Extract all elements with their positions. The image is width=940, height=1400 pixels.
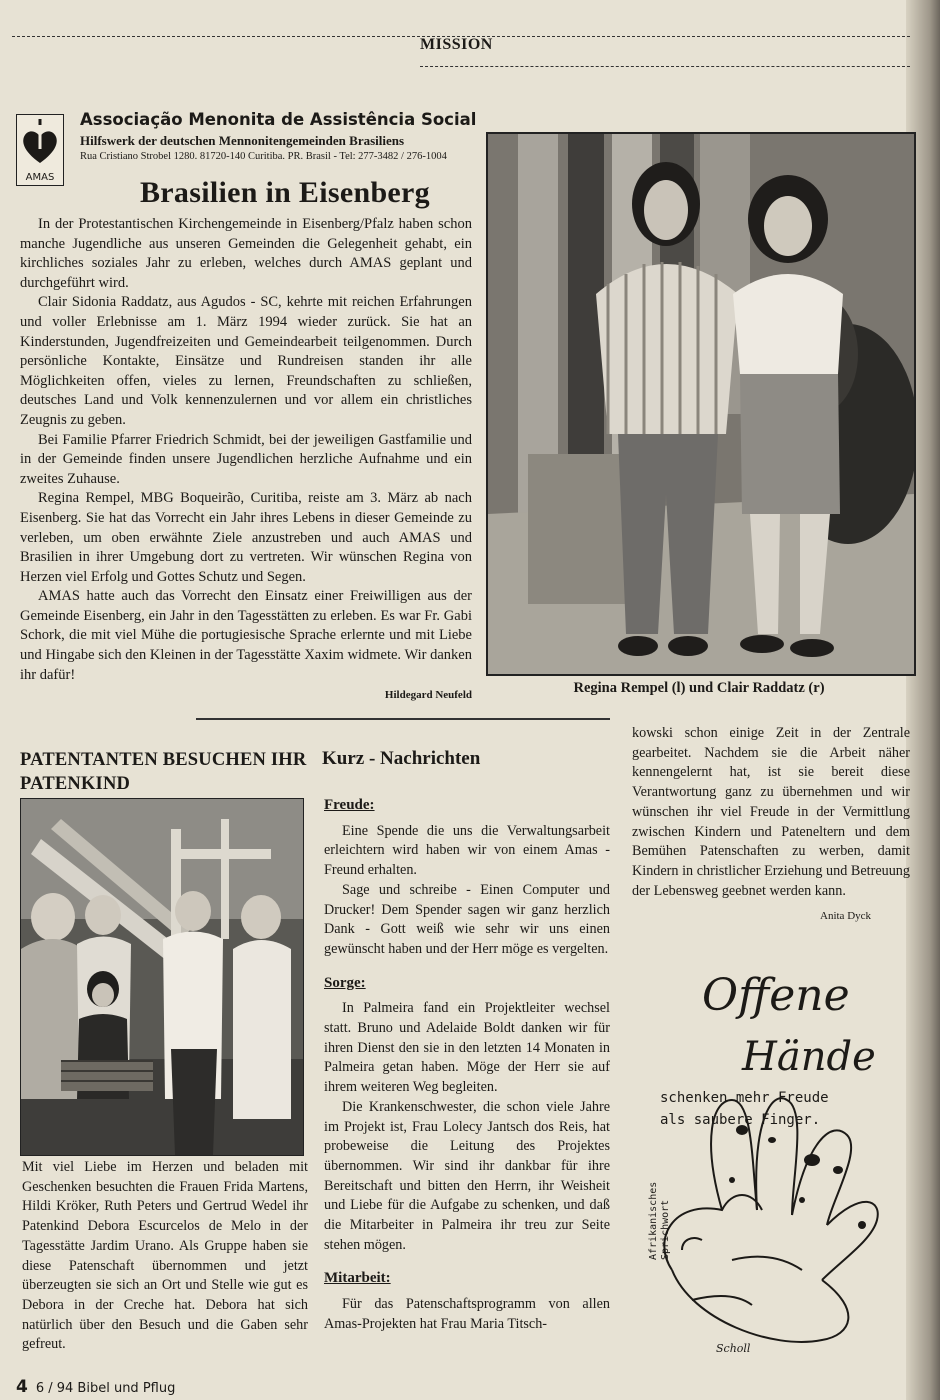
amas-logo: [16, 114, 64, 186]
article-paragraph: AMAS hatte auch das Vorrecht den Einsatz einer Freiwilligen aus der Gemeinde Eisenberg, ein Jahr in den Tagesstätten zu erleben. Es war Fr. Gabi Schork, die mit viel Mühe die portugiesische Sprache erlernte und mit Liebe und Hingabe sich den Kleinen in der Tagesstätte Xaxim widmete. Wir danken ihr dafür!: [20, 588, 472, 683]
article-paragraph: In der Protestantischen Kirchengemeinde in Eisenberg/Pfalz haben schon manche Jugendliche aus unseren Gemeinden die Gelegenheit gehabt, ein kirchliches soziales Jahr zu erleben, welches durch AMAS geplant und durchgeführt wird.: [20, 216, 472, 291]
kurz-continued: kowski schon einige Zeit in der Zentrale gearbeitet. Nachdem sie die Arbeit näher kennengelernt hat, ist sie bereit diese Verantwortung ganz zu übernehmen und wir wünschen ihr viel Freude in der Vermittlung zwischen Kindern und Pateneltern und dem Bemühen Patenschaften zu werben, damit Kindern in christlicher Erziehung und Betreuung der Lebensweg geebnet werden kann.: [632, 725, 910, 899]
hands-text-line1: schenken mehr Freude: [660, 1090, 829, 1106]
kurz-paragraph: Sage und schreibe - Einen Computer und Drucker! Dem Spender sagen wir ganz herzlich Dank - Gott weiß wie sehr wir uns einen gewünscht haben und der Herr möge es vergelten.: [324, 881, 610, 957]
hands-artist: Scholl: [716, 1342, 751, 1355]
hands-title-line2: Hände: [742, 1034, 876, 1080]
section-title: MISSION: [420, 36, 493, 53]
kurz-heading-freude: Freude:: [324, 797, 375, 813]
hands-text-line2: als saubere Finger.: [660, 1112, 821, 1128]
kurz-body: [324, 790, 610, 1335]
article-headline: Brasilien in Eisenberg: [140, 176, 430, 209]
header-rule-lower: [420, 66, 910, 67]
proverb-label: [648, 1160, 671, 1260]
patenkind-title: PATENTANTEN BESUCHEN IHR PATENKIND: [20, 750, 307, 794]
issue-label: 6 / 94 Bibel und Pflug: [35, 1381, 176, 1396]
hands-title-line1: Offene: [702, 970, 850, 1021]
kurz-title: Kurz - Nachrichten: [322, 748, 481, 769]
page-number: 4: [16, 1377, 28, 1397]
page-footer: [16, 1377, 175, 1397]
kurz-signature: Anita Dyck: [820, 910, 872, 922]
kurz-paragraph: In Palmeira fand ein Projektleiter wechsel statt. Bruno und Adelaide Boldt danken wir für ihren Dienst den sie in den letzten 14 Monaten in Palmeira getan haben. Möge der Herr sie auf ihrem weiteren Weg begleiten.: [324, 1000, 610, 1096]
article-signature: Hildegard Neufeld: [384, 689, 472, 702]
patenkind-text: Mit viel Liebe im Herzen und beladen mit Geschenken besuchten die Frauen Frida Martens, Hildi Kröker, Ruth Peters und Gertrud Wedel ihr Patenkind Debora Escurcelos de Melo in der Tagesstätte Jardim Urano. Als Gruppe haben sie diese Patenschaft übernommen und jetzt überzeugten sie sich an Ort und Stelle wie gut es Debora in der Creche hat. Debora hat sich natürlich über den Besuch und die Gaben sehr gefreut.: [22, 1159, 308, 1353]
org-address: Rua Cristiano Strobel 1280. 81720-140 Curitiba. PR. Brasil - Tel: 277-3482 / 276-1004: [80, 151, 447, 162]
kurz-paragraph: Die Krankenschwester, die schon viele Jahre im Projekt ist, Frau Lolecy Jantsch dos Reis, hat probeweise die Leitung des Projektes übernommen. Wir sind ihr dankbar für ihre Bereitschaft und bitten den Herrn, ihr Weisheit und Liebe für die Aufgabe zu schenken, und daß die Mitarbeiter in Palmeira ihr treu zur Seite stehen mögen.: [324, 1098, 610, 1253]
proverb-label-line1: Afrikanisches: [648, 1181, 659, 1260]
photo-two-women: [486, 132, 916, 676]
kurz-paragraph: Eine Spende die uns die Verwaltungsarbeit erleichtern wird haben wir von einem Amas - Freund erhalten.: [324, 822, 610, 879]
photo-group-visit: [20, 798, 304, 1156]
kurz-heading-sorge: Sorge:: [324, 974, 366, 991]
org-name: Associação Menonita de Assistência Social: [80, 110, 477, 129]
proverb-label-line2: Sprichwort: [660, 1199, 671, 1260]
section-divider: [196, 718, 610, 720]
article-paragraph: Clair Sidonia Raddatz, aus Agudos - SC, kehrte mit reichen Erfahrungen und voller Erlebnisse am 1. März 1994 wieder zurück. Sie hat an Kinderstunden, Jugendfreizeiten und Gemeindearbeit teilgenommen. Durch persönliche Kontakte, Einsätze und Rundreisen standen ihr alle Möglichkeiten offen, vieles zu lernen, Freundschaften zu schließen, deutsches Land und Volk kennenzulernen und vor allem ein christliches Zeugnis zu geben.: [20, 294, 472, 428]
logo-caption: AMAS: [25, 172, 55, 183]
article-paragraph: Bei Familie Pfarrer Friedrich Schmidt, bei der jeweiligen Gastfamilie und in der Gemeinde finden unsere Jugendlichen herzliche Aufnahme und ein zweites Zuhause.: [20, 431, 472, 487]
kurz-paragraph: Für das Patenschaftsprogramm von allen Amas-Projekten hat Frau Maria Titsch-: [324, 1296, 610, 1332]
org-subtitle: Hilfswerk der deutschen Mennonitengemeinden Brasiliens: [80, 133, 405, 148]
heart-cross-icon: [17, 115, 63, 171]
article-body: [20, 215, 472, 706]
kurz-heading-mitarbeit: Mitarbeit:: [324, 1270, 391, 1287]
photo-caption: Regina Rempel (l) und Clair Raddatz (r): [573, 680, 825, 696]
article-paragraph: Regina Rempel, MBG Boqueirão, Curitiba, reiste am 3. März ab nach Eisenberg. Sie hat das Vorrecht ein Jahr ihres Lebens in dieser Gemeinde zu verleben, um oben erwähnte Ziele anzustreben und auch AMAS und Brasilien in ihrer Umgebung dort zu vertreten. Wir wünschen Regina von Herzen viel Erfolg und Gottes Schutz und Segen.: [20, 490, 472, 585]
offene-haende-illustration: [632, 940, 922, 1380]
hand-drawing-icon: [632, 940, 922, 1380]
